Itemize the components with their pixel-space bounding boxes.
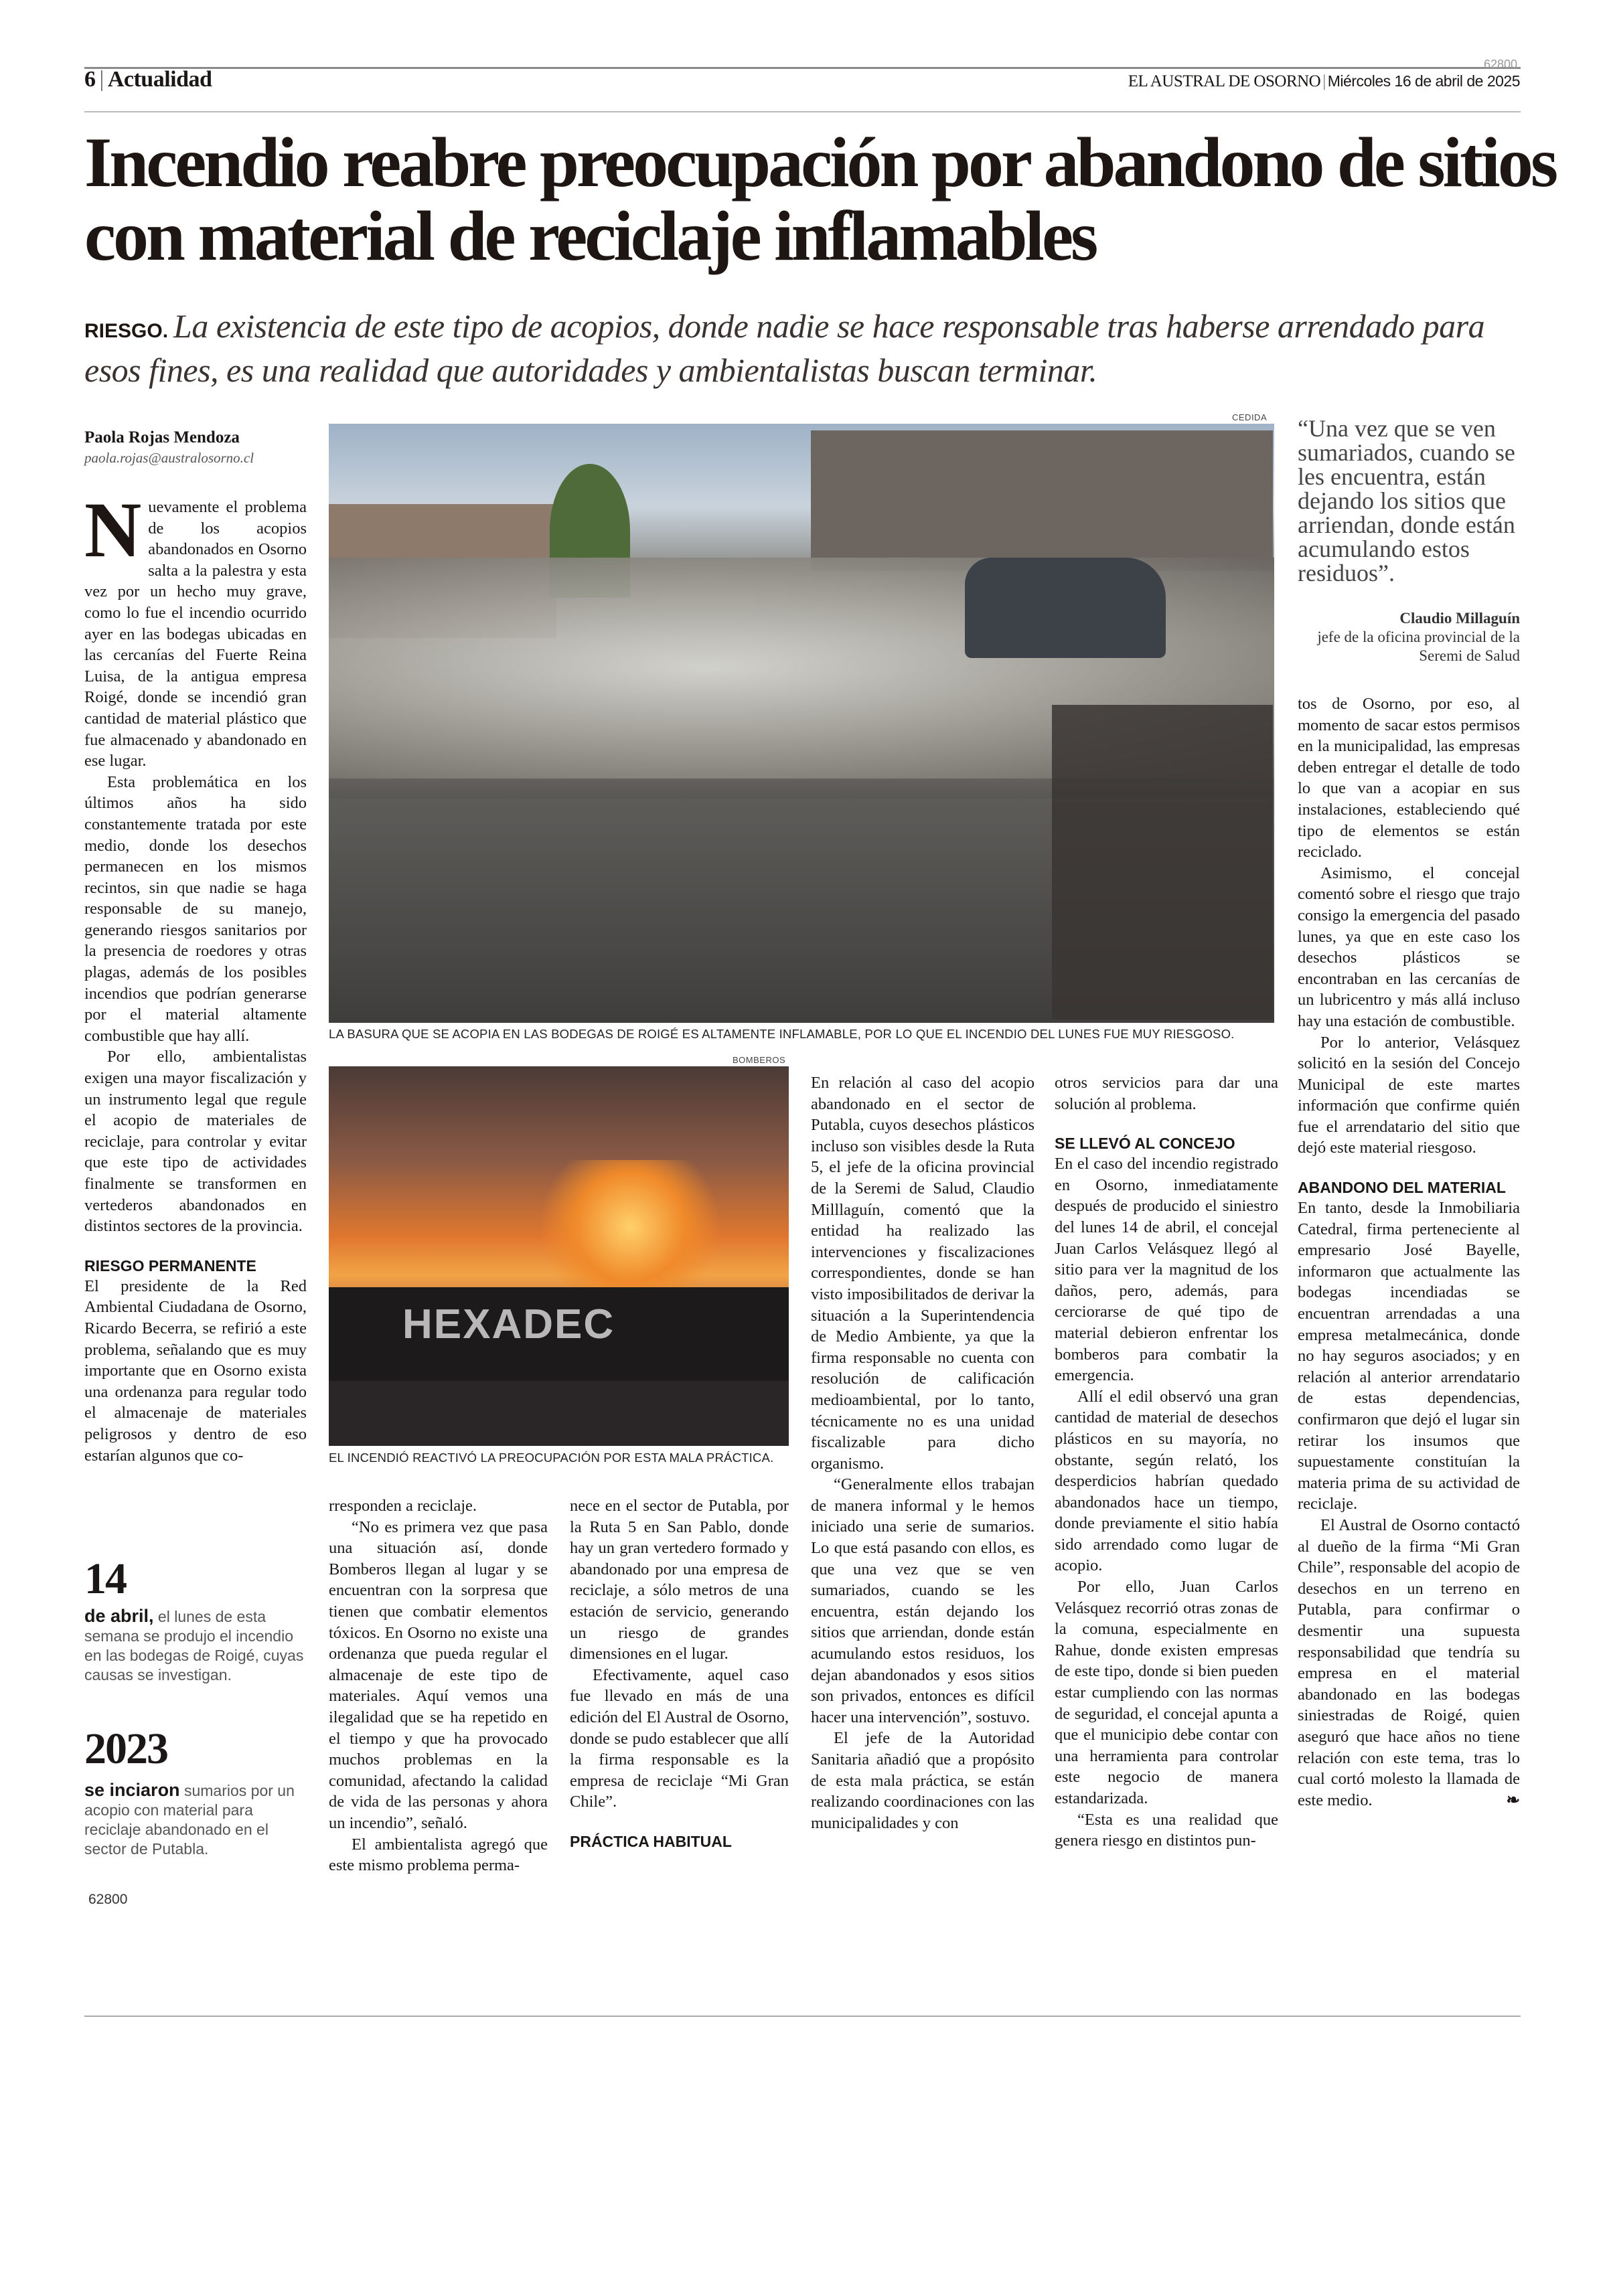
author-name: Paola Rojas Mendoza (84, 428, 240, 446)
article-column-2 (329, 1495, 548, 1876)
paragraph: Esta problemática en los últimos años ha sido constantemente tratada por este medio, donde los desechos permanecen en los mismos recintos, sin que nadie se haga responsable de su manejo, generando riesgos sanitarios por la presencia de roedores y otras plagas, además de los posibles incendios que podrían generarse por el material altamente combustible que hay allí. (84, 772, 307, 1045)
photo-credit-fire: BOMBEROS (733, 1055, 786, 1065)
photo-credit-main: CEDIDA (1232, 412, 1268, 422)
subheading: ABANDONO DEL MATERIAL (1298, 1179, 1506, 1197)
bottom-rule (84, 2016, 1521, 2017)
quote-author-role: jefe de la oficina provincial de la Seremi de Salud (1317, 629, 1520, 664)
paragraph: En relación al caso del acopio abandonado en el sector de Putabla, cuyos desechos plásticos incluso son visibles desde la Ruta 5, el jefe de la oficina provincial de la Seremi de Salud, Claudio Milllaguín, comentó que la entidad ha realizado las intervenciones y fiscalizaciones correspondientes, donde se han visto imposibilitados de derivar la situación a la Superintendencia de Medio Ambiente, ya que la firma responsable no cuenta con resolución de calificación medioambiental, por lo tanto, técnicamente no es una unidad fiscalizable para dicho organismo. (811, 1074, 1035, 1473)
photo-caption-fire: EL INCENDIÓ REACTIVÓ LA PREOCUPACIÓN POR ESTA MALA PRÁCTICA. (329, 1451, 774, 1465)
paragraph: Allí el edil observó una gran cantidad de material de desechos plásticos en su mayoría, no obstante, según relató, los desperdicios habrían quedado abandonados hace un tiempo, donde previamente el sitio había sido arrendado como lugar de acopio. (1055, 1387, 1278, 1575)
paragraph: Nuevamente el problema de los acopios abandonados en Osorno salta a la palestra y esta vez por un hecho muy grave, como lo fue el incendio ocurrido ayer en las bodegas ubicadas en las cercanías del Fuerte Reina Luisa, de la antigua empresa Roigé, donde se incendió gran cantidad de material plástico que fue almacenado y abandonado en ese lugar. (84, 486, 307, 770)
photo-building-right (811, 430, 1273, 571)
page-code-bottom: 62800 (88, 1892, 128, 1907)
end-of-article-icon: ❧ (1506, 1791, 1520, 1809)
pull-quote: “Una vez que se ven sumariados, cuando se les encuentra, están dejando los sitios que arriendan, donde están acumulando estos residuos”. (1298, 415, 1515, 586)
top-rule (84, 67, 1521, 69)
fact-number-2: 2023 (84, 1724, 167, 1773)
subheading: PRÁCTICA HABITUAL (570, 1832, 732, 1850)
fact-body-1: el lunes de esta semana se produjo el incendio en las bodegas de Roigé, cuyas causas se investigan. (84, 1608, 304, 1684)
photo-car (965, 558, 1166, 658)
fact-body-2: sumarios por un acopio con material para reciclaje abandonado en el sector de Putabla. (84, 1782, 295, 1858)
fact-lead-1: de abril, (84, 1606, 154, 1626)
photo-graffiti: HEXADEC (402, 1301, 615, 1347)
paragraph: Efectivamente, aquel caso fue llevado en más de una edición del El Austral de Osorno, donde se pudo establecer que allí la firma responsable es la empresa de reciclaje “Mi Gran Chile”. (570, 1665, 789, 1811)
fact-number-1: 14 (84, 1554, 126, 1603)
paragraph: “Generalmente ellos trabajan de manera informal y le hemos iniciado una serie de sumarios. Lo que está pasando con ellos, es que una vez que se ven sumariados, cuando se les encuentra, están dejando los sitios que arriendan, donde están acumulando estos residuos, los dejan abandonados y esos sitios son privados, entonces es difícil hacer una intervención”, sostuvo. (811, 1475, 1035, 1726)
fact-text-1 (84, 1607, 312, 1685)
paragraph: rresponden a reciclaje. (329, 1497, 477, 1515)
article-column-3 (570, 1495, 789, 1852)
subhead-text: La existencia de este tipo de acopios, donde nadie se hace responsable tras haberse arrendado para esos fines, es una realidad que autoridades y ambientalistas buscan terminar. (84, 307, 1485, 389)
paragraph: En el caso del incendio registrado en Osorno, inmediatamente después de producido el siniestro del lunes 14 de abril, el concejal Juan Carlos Velásquez llegó al sitio para ver la magnitud de los daños, pero, además, para cerciorarse de qué tipo de material debieron enfrentar los bomberos para combatir la emergencia. (1055, 1155, 1278, 1385)
paragraph: otros servicios para dar una solución al problema. (1055, 1074, 1278, 1113)
article-column-6 (1298, 693, 1520, 1811)
quote-author-name: Claudio Millaguín (1399, 610, 1520, 627)
masthead (1128, 72, 1520, 91)
main-photo-recycling-site (329, 424, 1274, 1023)
paragraph: El Austral de Osorno contactó al dueño de la firma “Mi Gran Chile”, responsable del acopio de desechos en un terreno en Putabla, para confirmar o desmentir una supuesta responsabilidad que tendría su empresa en el material abandonado en las bodegas siniestradas de Roigé, quien aseguró que hace años no tiene relación con este tema, tras lo cual cortó molesto la llamada de este medio. ❧ (1298, 1515, 1520, 1811)
paragraph: “No es primera vez que pasa una situación así, donde Bomberos llegan al lugar y se encuentran con la sorpresa que tienen que combatir elementos tóxicos. En Osorno no existe una ordenanza que pueda regular el almacenaje de este tipo de materiales. Aquí vemos una ilegalidad que se ha repetido en el tiempo y que ha provocado muchos problemas en la comunidad, afectando la calidad de vida de las personas y ahora un incendio”, señaló. (329, 1518, 548, 1832)
article-column-5 (1055, 1072, 1278, 1852)
photo-wall (329, 1381, 789, 1446)
photo-caption-main: LA BASURA QUE SE ACOPIA EN LAS BODEGAS DE ROIGÉ ES ALTAMENTE INFLAMABLE, POR LO QUE EL INCENDIO DEL LUNES FUE MUY RIESGOSO. (329, 1027, 1235, 1041)
paragraph: nece en el sector de Putabla, por la Ruta 5 en San Pablo, donde hay un gran vertedero formado y abandonado por una empresa de reciclaje, a sólo metros de una estación de servicio, generando un riesgo de grandes dimensiones en el lugar. (570, 1497, 789, 1663)
paragraph: En tanto, desde la Inmobiliaria Catedral, firma perteneciente al empresario José Bayelle, informaron que actualmente las bodegas incendiadas se encuentran arrendadas a una empresa metalmecánica, donde no hay seguros asociados; y en relación al anterior arrendatario de estas dependencias, confirmaron que dejó el lugar sin retirar los insumos que supuestamente constituían la materia prima de su actividad de reciclaje. (1298, 1199, 1520, 1513)
paragraph: “Esta es una realidad que genera riesgo en distintos pun- (1055, 1810, 1278, 1850)
paragraph: Por lo anterior, Velásquez solicitó en la sesión del Concejo Municipal de este martes información que confirme quién fue el arrendatario del sitio que dejó este material riesgoso. (1298, 1033, 1520, 1157)
fire-photo (329, 1066, 789, 1446)
subheadline (84, 307, 1524, 390)
section-name: Actualidad (107, 67, 212, 92)
paragraph: Asimismo, el concejal comentó sobre el riesgo que trajo consigo la emergencia del pasado lunes, ya que en este caso los desechos plásticos se encontraban en las cercanías de un lubricentro y más allá incluso hay una estación de combustible. (1298, 864, 1520, 1030)
paragraph: El presidente de la Red Ambiental Ciudadana de Osorno, Ricardo Becerra, se refirió a este problema, señalando que es muy importante que en Osorno exista una ordenanza para regular todo el almacenaje de materiales peligrosos y dentro de eso estarían algunos que co- (84, 1277, 307, 1465)
page-code-top: 62800 (1483, 58, 1517, 71)
paragraph: El ambientalista agregó que este mismo problema perma- (329, 1835, 548, 1875)
paragraph: Por ello, Juan Carlos Velásquez recorrió otras zonas de la comuna, especialmente en Rahue, donde existen empresas de este tipo, donde si bien pueden estar cumpliendo con las normas de seguridad, el concejal apunta a que el municipio debe contar con una herramienta para controlar este negocio de manera estandarizada. (1055, 1578, 1278, 1807)
fact-lead-2: se inciaron (84, 1780, 180, 1800)
paragraph: Por ello, ambientalistas exigen una mayor fiscalización y un instrumento legal que regule el acopio de materiales de reciclaje, para controlar y evitar que este tipo de actividades finalmente se transformen en vertederos abandonados en distintos sectores de la provincia. (84, 1048, 307, 1236)
author-email: paola.rojas@australosorno.cl (84, 450, 254, 466)
subheading: RIESGO PERMANENTE (84, 1256, 256, 1275)
header-rule (84, 111, 1521, 112)
photo-burnt-materials (1052, 705, 1273, 1019)
folio (84, 67, 212, 92)
folio-separator: | (99, 67, 104, 92)
publication-date: Miércoles 16 de abril de 2025 (1327, 72, 1520, 90)
paragraph: tos de Osorno, por eso, al momento de sacar estos permisos en la municipalidad, las empresas deben entregar el detalle de todo lo que van a acopiar en sus instalaciones, estableciendo qué tipo de elementos se están reciclado. (1298, 695, 1520, 862)
headline: Incendio reabre preocupación por abandono de sitios con material de reciclaje inflamables (84, 123, 1556, 275)
subhead-kicker: RIESGO. (84, 320, 169, 342)
publication-name: EL AUSTRAL DE OSORNO (1128, 72, 1321, 90)
drop-cap: N (84, 486, 142, 574)
masthead-separator: | (1322, 72, 1326, 90)
fact-text-2 (84, 1781, 312, 1859)
article-column-4 (811, 1072, 1035, 1833)
byline (84, 428, 312, 467)
page-number: 6 (84, 67, 96, 92)
article-column-1 (84, 486, 307, 1466)
subheading: SE LLEVÓ AL CONCEJO (1055, 1135, 1235, 1153)
pull-quote-attribution (1298, 609, 1520, 665)
paragraph: El jefe de la Autoridad Sanitaria añadió que a propósito de esta mala práctica, se están realizando coordinaciones con las municipalidades y con (811, 1729, 1035, 1832)
photo-flames (530, 1160, 731, 1294)
